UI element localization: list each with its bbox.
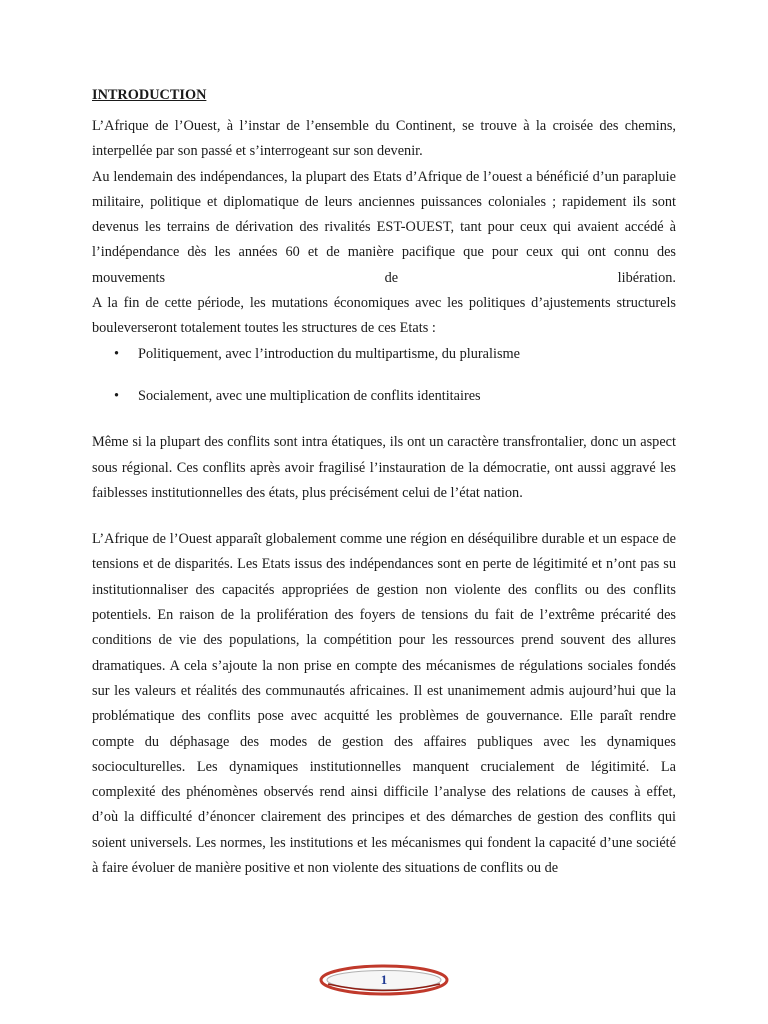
bullet-list	[92, 342, 676, 410]
paragraph-1: L’Afrique de l’Ouest, à l’instar de l’ensemble du Continent, se trouve à la croisée des chemins, interpellée par son passé et s’interrogeant sur son devenir.	[92, 118, 676, 160]
paragraph-2: Au lendemain des indépendances, la plupart des Etats d’Afrique de l’ouest a bénéficié d’un parapluie militaire, politique et diplomatique de leurs anciennes puissances coloniales ; rapidement ils sont devenus les terrains de dérivation des rivalités EST-OUEST, tant pour ceux qui avaient accédé à l’indépendance dès les années 60 et de manière pacifique que pour ceux qui ont connu des mouvements de libération.	[92, 168, 676, 286]
section-heading: INTRODUCTION	[92, 87, 207, 103]
paragraph-5: L’Afrique de l’Ouest apparaît globalement comme une région en déséquilibre durable et un espace de tensions et de disparités. Les Etats issus des indépendances sont en perte de légitimité et n’ont pas su institutionnaliser des capacités appropriées de gestion non violente des conflits ou des conflits potentiels. En raison de la prolifération des foyers de tensions du fait de l’extrême précarité des conditions de vie des populations, la compétition pour les ressources prend souvent des allures dramatiques. A cela s’ajoute la non prise en compte des mécanismes de régulations sociales fondés sur les valeurs et réalités des communautés africaines. Il est unanimement admis aujourd’hui que la problématique des conflits pose avec acquitté les problèmes de gouvernance. Elle paraît rendre compte du déphasage des modes de gestion des affaires publiques avec les dynamiques socioculturelles. Les dynamiques institutionnelles manquent crucialement de légitimité. La complexité des phénomènes observés rend ainsi difficile l’analyse des relations de causes à effet, d’où la difficulté d’énoncer clairement des principes et des démarches de gestion des conflits qui soient universels. Les normes, les institutions et les mécanismes qui fondent la capacité d’une société à faire évoluer de manière positive et non violente des situations de conflits ou de	[92, 531, 676, 877]
paragraph-3: A la fin de cette période, les mutations économiques avec les politiques d’ajustements structurels bouleverseront totalement toutes les structures de ces Etats :	[92, 295, 676, 337]
spacer	[92, 506, 676, 527]
page-number: 1	[380, 972, 388, 987]
paragraph-4: Même si la plupart des conflits sont intra étatiques, ils ont un caractère transfrontalier, donc un aspect sous régional. Ces conflits après avoir fragilisé l’instauration de la démocratie, ont aussi aggravé les faiblesses institutionnelles des états, plus précisément celui de l’état nation.	[92, 434, 676, 501]
spacer	[92, 409, 676, 430]
bullet-item-politics: • Politiquement, avec l’introduction du multipartisme, du pluralisme	[92, 342, 676, 367]
spacer	[92, 367, 676, 384]
page-footer	[318, 963, 450, 997]
document-body	[92, 84, 676, 881]
bullet-item-social: • Socialement, avec une multiplication de conflits identitaires	[92, 384, 676, 409]
